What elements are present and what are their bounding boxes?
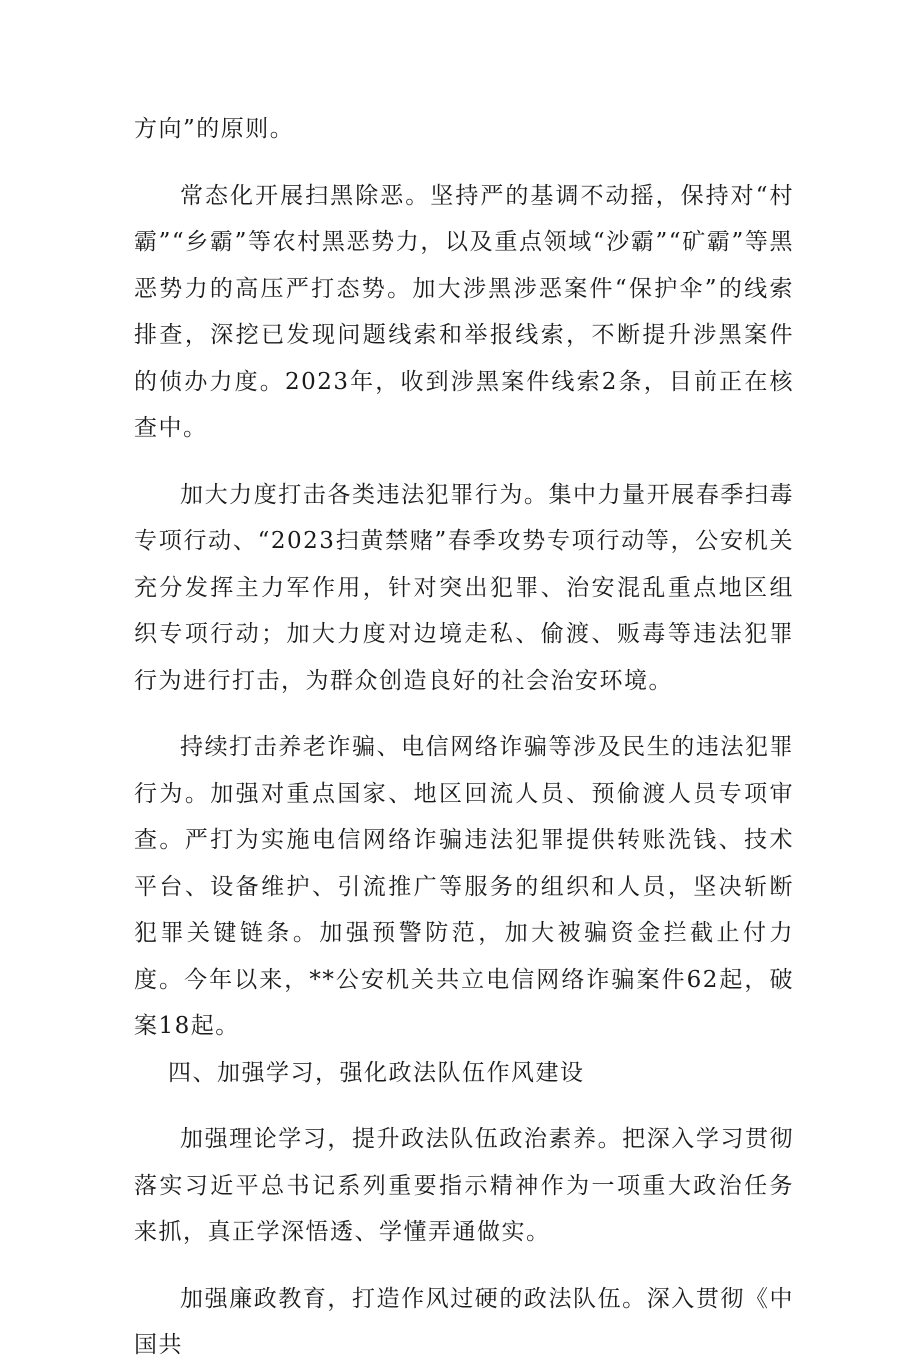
paragraph-1: 方向”的原则。 xyxy=(134,116,295,142)
section-heading: 四、加强学习，强化政法队伍作风建设 xyxy=(168,1059,585,1086)
paragraph-5: 加强理论学习，提升政法队伍政治素养。把深入学习贯彻落实习近平总书记系列重要指示精神作为一项重大政治任务来抓，真正学深悟透、学懂弄通做实。 xyxy=(134,1126,794,1245)
paragraph-4: 持续打击养老诈骗、电信网络诈骗等涉及民生的违法犯罪行为。加强对重点国家、地区回流人员、预偷渡人员专项审查。严打为实施电信网络诈骗违法犯罪提供转账洗钱、技术平台、设备维护、引流推广等服务的组织和人员，坚决斩断犯罪关键链条。加强预警防范，加大被骗资金拦截止付力度。今年以来，**公安机关共立电信网络诈骗案件62起，破案18起。 xyxy=(134,734,794,1039)
paragraph-6: 加强廉政教育，打造作风过硬的政法队伍。深入贯彻《中国共 xyxy=(134,1285,794,1358)
paragraph-2: 常态化开展扫黑除恶。坚持严的基调不动摇，保持对“村霸”“乡霸”等农村黑恶势力，以及重点领域“沙霸”“矿霸”等黑恶势力的高压严打态势。加大涉黑涉恶案件“保护伞”的线索排查，深挖已发现问题线索和举报线索，不断提升涉黑案件的侦办力度。2023年，收到涉黑案件线索2条，目前正在核查中。 xyxy=(134,182,794,441)
document-body xyxy=(134,106,794,1369)
paragraph-3: 加大力度打击各类违法犯罪行为。集中力量开展春季扫毒专项行动、“2023扫黄禁赌”春季攻势专项行动等，公安机关充分发挥主力军作用，针对突出犯罪、治安混乱重点地区组织专项行动；加大力度对边境走私、偷渡、贩毒等违法犯罪行为进行打击，为群众创造良好的社会治安环境。 xyxy=(134,481,794,694)
